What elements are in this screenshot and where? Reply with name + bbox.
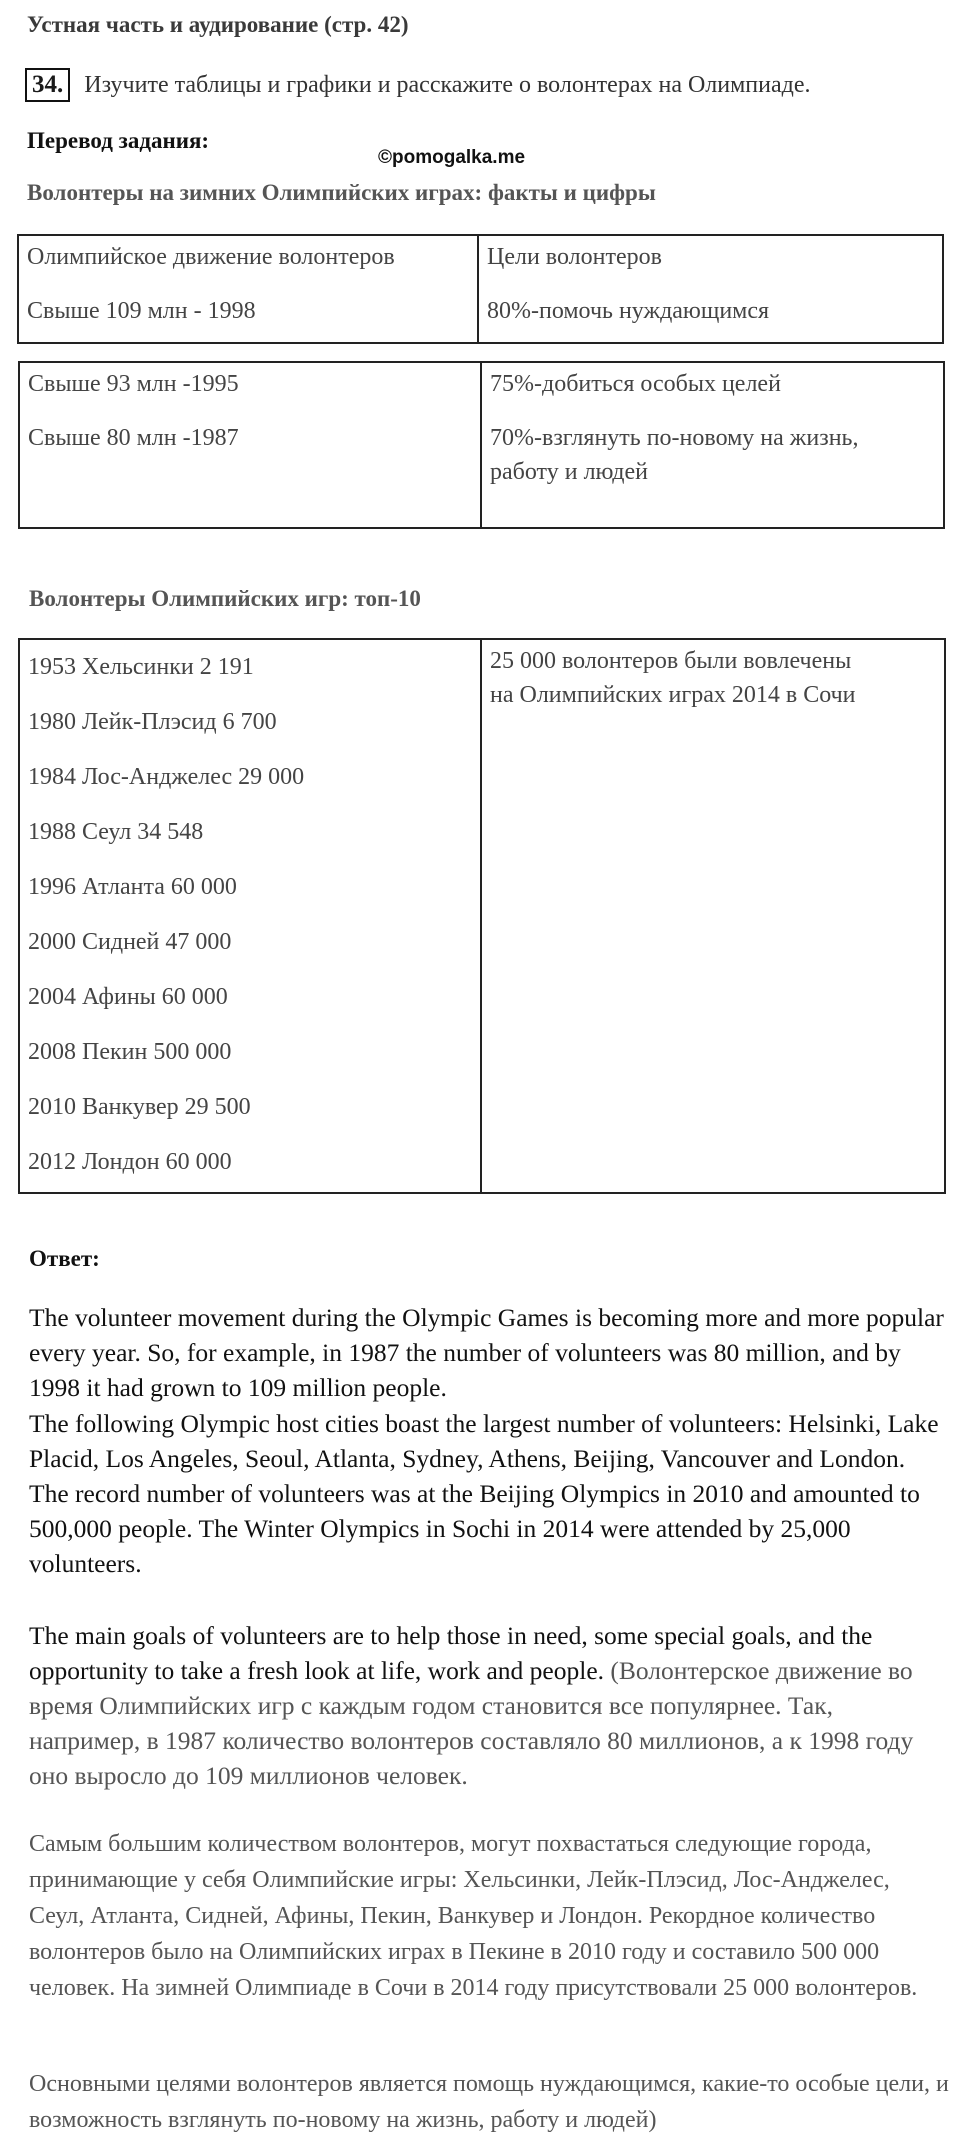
list-item: 1953 Хельсинки 2 191 xyxy=(28,654,254,680)
list-item: 1984 Лос-Анджелес 29 000 xyxy=(28,764,305,790)
task-row xyxy=(25,68,811,102)
cell-text: работу и людей xyxy=(490,459,648,485)
cell-text: Свыше 109 млн - 1998 xyxy=(27,298,256,324)
table-cell xyxy=(18,235,478,343)
section-title: Устная часть и аудирование (стр. 42) xyxy=(27,12,409,37)
table1-title: Волонтеры на зимних Олимпийских играх: факты и цифры xyxy=(27,180,656,205)
answer-russian-text: (Волонтерское движение во время Олимпийских игр с каждым годом становится все популярнее. Так, например, в 1987 количество волонтеров составляло 80 миллионов, а к 1998 году оно выросло до 109 миллионов человек. xyxy=(29,1656,914,1790)
table-cell xyxy=(481,362,944,528)
table2-title: Волонтеры Олимпийских игр: топ-10 xyxy=(29,586,421,611)
table-row xyxy=(19,362,944,528)
russian-paragraph: Основными целями волонтеров является помощь нуждающимся, какие-то особые цели, и возможность взглянуть по-новому на жизнь, работу и людей) xyxy=(29,2071,949,2133)
list-item: 2000 Сидней 47 000 xyxy=(28,929,232,955)
table-cell xyxy=(19,639,481,1193)
table-cell xyxy=(19,362,481,528)
answer-paragraph: The following Olympic host cities boast the largest number of volunteers: Helsinki, Lake Placid, Los Angeles, Seoul, Atlanta, Sydney, Athens, Beijing, Vancouver and London. The record number of volunteers was at the Beijing Olympics in 2010 and amounted to 500,000 people. The Winter Olympics in Sochi in 2014 were attended by 25,000 volunteers. xyxy=(29,1409,939,1578)
cell-text: 75%-добиться особых целей xyxy=(490,371,781,397)
facts-table-top xyxy=(17,234,944,344)
answer-paragraph: The volunteer movement during the Olympic Games is becoming more and more popular every year. So, for example, in 1987 the number of volunteers was 80 million, and by 1998 it had grown to 109 million people. xyxy=(29,1303,944,1402)
task-number: 34. xyxy=(25,68,70,102)
cell-text: 25 000 волонтеров были вовлечены xyxy=(490,648,852,674)
table-row xyxy=(19,639,945,1193)
answer-paragraph-mixed xyxy=(29,1618,949,1793)
cell-text: на Олимпийских играх 2014 в Сочи xyxy=(490,682,856,708)
table-cell xyxy=(478,235,943,343)
watermark: ©pomogalka.me xyxy=(378,147,526,168)
answer-english-text: The main goals of volunteers are to help those in need, some special goals, and the opportunity to take a fresh look at life, work and people. xyxy=(29,1621,873,1685)
cell-text: Цели волонтеров xyxy=(487,244,662,270)
list-item: 1980 Лейк-Плэсид 6 700 xyxy=(28,709,277,735)
cell-text: Свыше 80 млн -1987 xyxy=(28,425,239,451)
table-row xyxy=(18,235,943,343)
cell-text: 70%-взглянуть по-новому на жизнь, xyxy=(490,425,859,451)
list-item: 1988 Сеул 34 548 xyxy=(28,819,204,845)
table-cell xyxy=(481,639,945,1193)
russian-paragraph: Самым большим количеством волонтеров, могут похвастаться следующие города, принимающие у себя Олимпийские игры: Хельсинки, Лейк-Плэсид, Лос-Анджелес, Сеул, Атланта, Сидней, Афины, Пекин, Ванкувер и Лондон. Рекордное количество волонтеров было на Олимпийских играх в Пекине в 2010 году и составило 500 000 человек. На зимней Олимпиаде в Сочи в 2014 году присутствовали 25 000 волонтеров. xyxy=(29,1831,918,2001)
task-text: Изучите таблицы и графики и расскажите о волонтерах на Олимпиаде. xyxy=(84,71,811,98)
list-item: 2008 Пекин 500 000 xyxy=(28,1039,232,1065)
cell-text: Свыше 93 млн -1995 xyxy=(28,371,239,397)
top10-table xyxy=(18,638,946,1194)
list-item: 1996 Атланта 60 000 xyxy=(28,874,237,900)
cell-text: 80%-помочь нуждающимся xyxy=(487,298,770,324)
cell-text: Олимпийское движение волонтеров xyxy=(27,244,395,270)
list-item: 2004 Афины 60 000 xyxy=(28,984,228,1010)
list-item: 2012 Лондон 60 000 xyxy=(28,1149,232,1175)
list-item: 2010 Ванкувер 29 500 xyxy=(28,1094,251,1120)
facts-table-bottom xyxy=(18,361,945,529)
translation-label: Перевод задания: xyxy=(27,128,210,153)
answer-label: Ответ: xyxy=(29,1246,100,1271)
